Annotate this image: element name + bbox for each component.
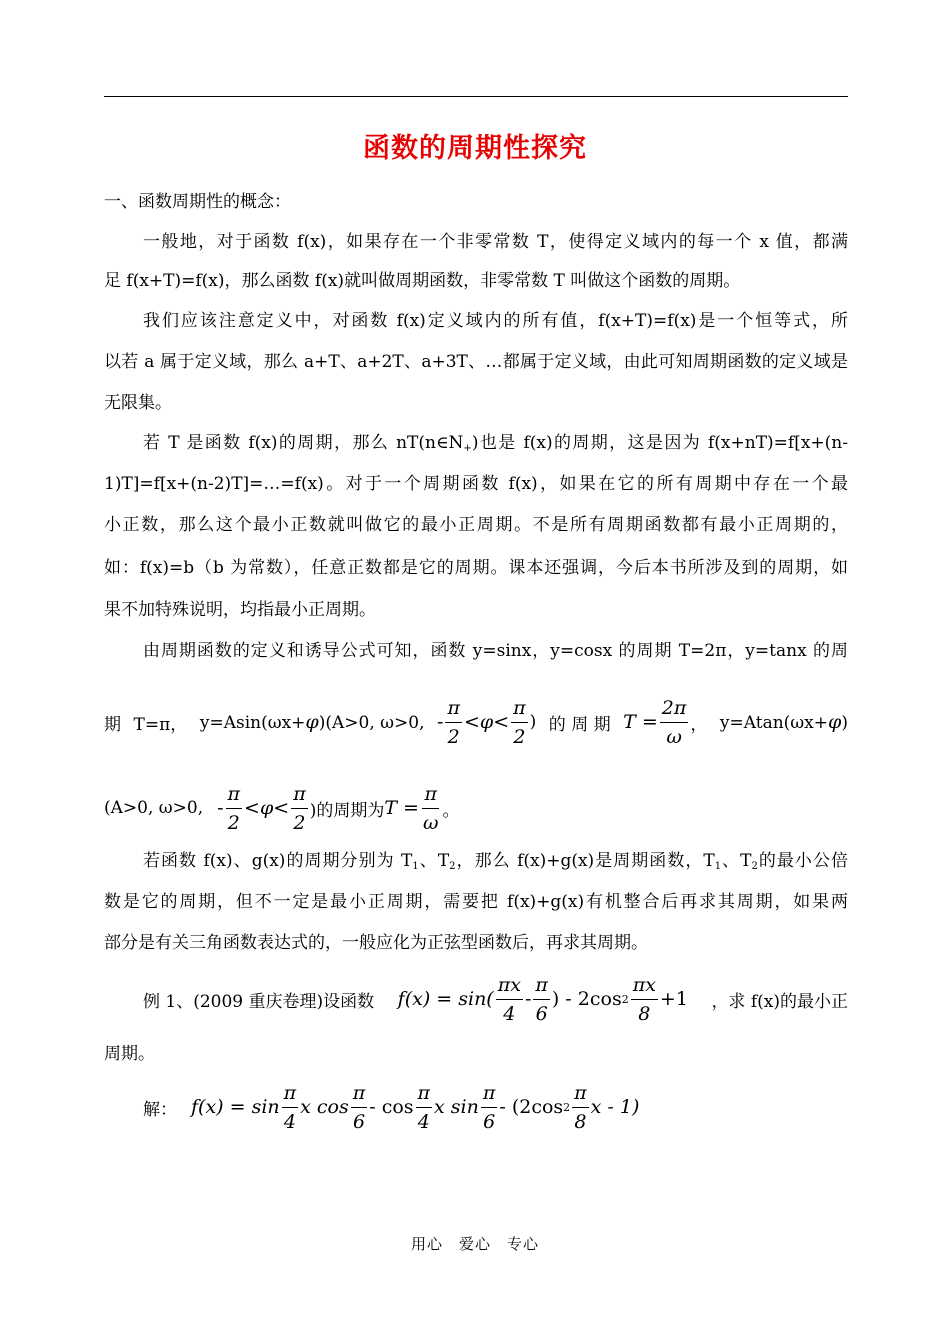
document-title: 函数的周期性探究 xyxy=(363,133,587,164)
fraction-pi-over-omega: $\frac{\pi}{\omega}$ xyxy=(422,782,439,834)
p2-line3: 无限集。 xyxy=(104,393,172,413)
page-footer: 用心 爱心 专心 xyxy=(410,1235,539,1253)
p5-line1: 若函数 f(x)、g(x)的周期分别为 $T_1$、$T_2$，那么 f(x)+g(x)是周期函数，$T_1$、$T_2$的最小公倍 xyxy=(143,851,848,872)
fraction-pi-over-2: $\frac{\pi}{2}$ xyxy=(293,782,306,834)
fraction-pi-over-4: $\frac{\pi}{4}$ xyxy=(417,1081,431,1133)
p2-line2: 以若 a 属于定义域，那么 a+T、a+2T、a+3T、…都属于定义域，由此可知周期函数的定义域是 xyxy=(104,352,848,372)
p3-line4: 如：f(x)=b（b 为常数），任意正数都是它的周期。课本还强调，今后本书所涉及到的周期，如 xyxy=(104,558,848,578)
fraction-pi-over-6: $\frac{\pi}{6}$ xyxy=(535,973,548,1025)
p3-line2: 1)T]=f[x+(n-2)T]=…=f(x)。对于一个周期函数 f(x)，如果在它的所有周期中存在一个最 xyxy=(104,474,848,494)
fraction-pi-over-4: $\frac{\pi}{4}$ xyxy=(283,1081,297,1133)
fraction-pi-over-6: $\frac{\pi}{6}$ xyxy=(352,1081,366,1133)
fraction-pi-over-6: $\frac{\pi}{6}$ xyxy=(482,1081,496,1133)
p1-line2: 足 f(x+T)=f(x)，那么函数 f(x)就叫做周期函数，非零常数 T 叫做这个函数的周期。 xyxy=(104,271,741,291)
fraction-pi-over-8: $\frac{\pi}{8}$ xyxy=(574,1081,587,1133)
p4-line2: 期 T=π， y=Asin(ωx+φ)(A>0, ω>0, - $\frac{\pi}{2}$ < φ < $\frac{\pi}{2}$ ) 的 周 期 T = $\frac{2\pi}{\omega}$ ， y=Atan(ωx+φ) xyxy=(104,696,848,748)
p4-line3: (A>0, ω>0, - $\frac{\pi}{2}$ < φ < $\frac{\pi}{2}$ )的周期为 T = $\frac{\pi}{\omega}$ 。 xyxy=(104,782,460,834)
p1-line1: 一般地，对于函数 f(x)，如果存在一个非零常数 T，使得定义域内的每一个 x 值，都满 xyxy=(143,232,848,252)
p5-line3: 部分是有关三角函数表达式的，一般应化为正弦型函数后，再求其周期。 xyxy=(104,933,648,953)
fraction-pix-over-8: $\frac{\pi x}{8}$ xyxy=(632,973,656,1025)
fraction-pi-over-2: $\frac{\pi}{2}$ xyxy=(513,696,526,748)
example1-line2: 周期。 xyxy=(104,1044,155,1064)
fraction-pi-over-2: $\frac{\pi}{2}$ xyxy=(447,696,460,748)
header-rule xyxy=(104,96,848,97)
p3-line1: 若 T 是函数 f(x)的周期，那么 $nT(n\in N_+)$也是 f(x)的周期，这是因为 f(x+nT)=f[x+(n- xyxy=(143,433,848,454)
p2-line1: 我们应该注意定义中，对函数 f(x)定义域内的所有值，f(x+T)=f(x)是一个恒等式，所 xyxy=(143,311,848,331)
example1-line1: 例 1、(2009 重庆卷理)设函数 f(x) = sin( $\frac{\pi x}{4}$ - $\frac{\pi}{6}$ ) - 2cos 2 $\frac{\pi x}{8}$ +1 ，求 f(x)的最小正 xyxy=(143,973,848,1025)
solution-line1: 解： f(x) = sin $\frac{\pi}{4}$ x cos $\frac{\pi}{6}$ - cos $\frac{\pi}{4}$ x sin $\frac{\pi}{6}$ - (2cos 2 $\frac{\pi}{8}$ x - 1) xyxy=(143,1081,640,1133)
fraction-2pi-over-omega: $\frac{2\pi}{\omega}$ xyxy=(661,696,687,748)
p4-line1: 由周期函数的定义和诱导公式可知，函数 y=sinx，y=cosx 的周期 T=2π，y=tanx 的周 xyxy=(143,641,848,661)
section-heading: 一、函数周期性的概念： xyxy=(104,192,291,212)
fraction-pi-over-2: $\frac{\pi}{2}$ xyxy=(227,782,241,834)
p5-line2: 数是它的周期，但不一定是最小正周期，需要把 f(x)+g(x)有机整合后再求其周期，如果两 xyxy=(104,892,848,912)
fraction-pix-over-4: $\frac{\pi x}{4}$ xyxy=(497,973,521,1025)
p3-line3: 小正数，那么这个最小正数就叫做它的最小正周期。不是所有周期函数都有最小正周期的， xyxy=(104,515,848,535)
p3-line5: 果不加特殊说明，均指最小正周期。 xyxy=(104,600,376,620)
